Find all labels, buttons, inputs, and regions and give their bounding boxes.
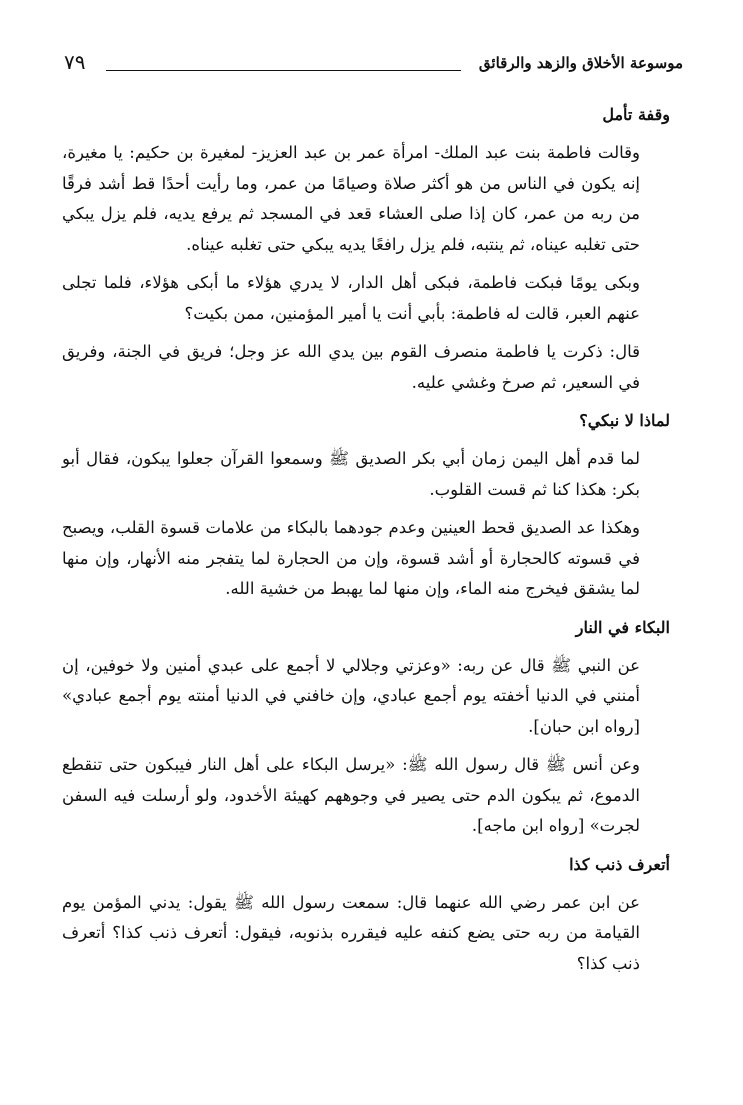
header-divider — [106, 70, 461, 71]
section-heading: أتعرف ذنب كذا — [569, 854, 670, 874]
paragraph: عن ابن عمر رضي الله عنهما قال: سمعت رسول الله ﷺ يقول: يدني المؤمن يوم القيامة من ربه حتى يضع كنفه عليه فيقرره بذنوبه، فيقول: أتعرف ذنب كذا؟ أتعرف ذنب كذا؟ — [62, 892, 640, 973]
paragraph: وقالت فاطمة بنت عبد الملك- امرأة عمر بن عبد العزيز- لمغيرة بن حكيم: يا مغيرة، إنه يكون في الناس من هو أكثر صلاة وصيامًا من عمر، وما رأيت أحدًا قط أشد فرقًا من ربه من عمر، كان إذا صلى العشاء قعد في المسجد ثم يرفع يديه، فلم يزل يبكي حتى تغلبه عيناه، ثم ينتبه، فلم يزل رافعًا يديه يبكي حتى تغلبه عيناه. — [62, 143, 640, 254]
section-why-not-weep — [62, 406, 670, 605]
book-title: موسوعة الأخلاق والزهد والرقائق — [478, 54, 683, 72]
section-contemplation — [62, 100, 670, 398]
paragraph: وبكى يومًا فبكت فاطمة، فبكى أهل الدار، لا يدري هؤلاء ما أبكى هؤلاء، فلما تجلى عنهم العبر، قالت له فاطمة: بأبي أنت يا أمير المؤمنين، ممن بكيت؟ — [62, 273, 640, 323]
section-heading: وقفة تأمل — [602, 105, 670, 124]
section-heading: لماذا لا نبكي؟ — [579, 411, 670, 430]
page-content — [62, 100, 670, 987]
paragraph: وهكذا عد الصديق قحط العينين وعدم جودهما بالبكاء من علامات قسوة القلب، ويصبح في قسوته كالحجارة أو أشد قسوة، وإن من الحجارة لما يتفجر منه الأنهار، وإن منها لما يشقق فيخرج منه الماء، وإن منها لما يهبط من خشية الله. — [62, 518, 640, 598]
section-heading: البكاء في النار — [575, 617, 670, 637]
paragraph: عن النبي ﷺ قال عن ربه: «وعزتي وجلالي لا أجمع على عبدي أمنين ولا خوفين، إن أمنني في الدنيا أخفته يوم أجمع عبادي، وإن خافني في الدنيا أمنته يوم أجمع عبادي» [رواه ابن حبان]. — [62, 655, 640, 736]
page-header — [60, 50, 683, 80]
section-do-you-know-sin — [62, 850, 670, 980]
page-number: ٧٩ — [64, 50, 86, 74]
paragraph: وعن أنس ﷺ قال رسول الله ﷺ: «يرسل البكاء على أهل النار فيبكون حتى تنقطع الدموع، ثم يبكون الدم حتى يصير في وجوههم كهيئة الأخدود، ولو أرسلت فيه السفن لجرت» [رواه ابن ماجه]. — [62, 755, 640, 835]
section-weeping-in-fire — [62, 613, 670, 842]
paragraph: لما قدم أهل اليمن زمان أبي بكر الصديق ﷺ وسمعوا القرآن جعلوا يبكون، فقال أبو بكر: هكذا كنا ثم قست القلوب. — [62, 449, 640, 499]
paragraph: قال: ذكرت يا فاطمة منصرف القوم بين يدي الله عز وجل؛ فريق في الجنة، وفريق في السعير، ثم صرخ وغشي عليه. — [62, 342, 640, 392]
